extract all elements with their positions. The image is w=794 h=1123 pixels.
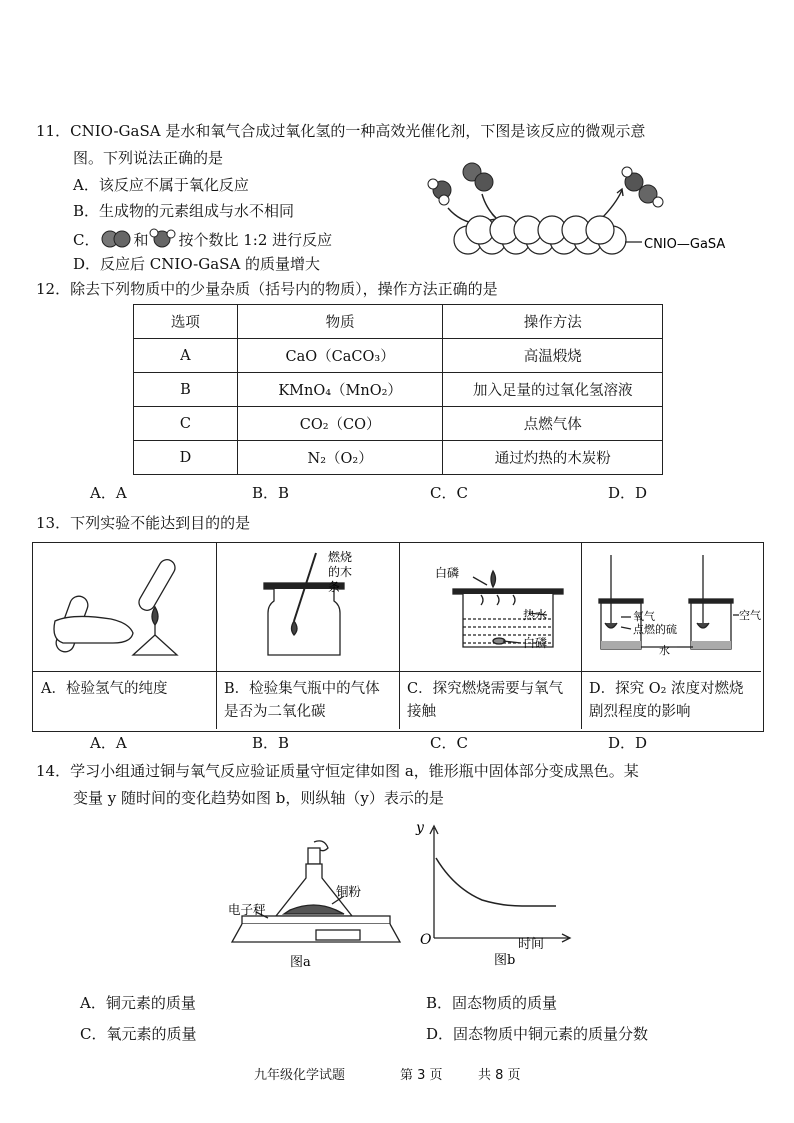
figure-a-caption: 图a [290,955,311,970]
flame-icon [152,607,158,625]
table-header: 操作方法 [443,305,663,339]
table-header-row [134,305,663,339]
q12-table [133,304,663,475]
hydrogen-peroxide-molecule-icon [622,167,663,207]
origin-label: O [420,932,432,948]
q13-answer-c: C．C [430,734,468,752]
y-axis-label: y [416,820,424,836]
test-tube-icon [136,557,178,613]
table-row [134,373,663,407]
table-row [134,407,663,441]
q11-option-d: D．反应后 CNIO-GaSA 的质量增大 [73,255,321,273]
oxygen-label: 氧气 [633,610,655,623]
table-row [134,339,663,373]
table-cell: N₂（O₂） [237,441,443,475]
table-cell: 通过灼热的木炭粉 [443,441,663,475]
q12-stem: 12．除去下列物质中的少量杂质（括号内的物质），操作方法正确的是 [36,280,498,298]
q13-answer-d: D．D [608,734,648,752]
footer-subject: 九年级化学试题 [254,1068,346,1083]
q11-reaction-diagram [420,160,760,270]
white-phosphorus-label: 白磷 [523,636,548,650]
figure-b-caption: 图b [494,953,516,968]
q11-option-c [73,227,332,251]
q11-option-c-and: 和 [133,231,149,249]
gas-bottle-icon [268,589,340,655]
copper-powder-label: 铜粉 [336,884,362,899]
x-axis-label: 时间 [518,937,545,952]
water-molecule-icon [428,179,451,205]
q13-stem: 13．下列实验不能达到目的的是 [36,514,251,532]
footer-total: 共 8 页 [478,1068,521,1083]
white-phosphorus-label: 白磷 [435,566,460,580]
q11-option-a: A．该反应不属于氧化反应 [73,176,249,194]
burning-stick-label: 燃烧 [328,550,353,564]
q13-caption-c: C．探究燃烧需要与氧气接触 [399,671,581,729]
q13-cell-c [399,543,582,729]
q11-stem-line1: 11．CNIO-GaSA 是水和氧气合成过氧化氢的一种高效光催化剂，下图是该反应的微观示意 [36,122,646,140]
table-cell: D [134,441,238,475]
q13-answer-a: A．A [90,734,127,752]
q13-caption-d: D．探究 O₂ 浓度对燃烧剧烈程度的影响 [581,671,761,729]
table-row [134,441,663,475]
oxygen-molecule-icon [99,229,133,249]
q12-answer-b: B．B [252,484,290,502]
air-label: 空气 [739,609,761,622]
table-cell: C [134,407,238,441]
q13-caption-a: A．检验氢气的纯度 [33,671,216,729]
q12-answer-a: A．A [90,484,127,502]
catalyst-surface [454,216,626,254]
oxygen-molecule-icon [463,163,493,191]
q14-option-b: B．固态物质的质量 [426,994,558,1012]
q13-cell-a [33,543,217,729]
q14-option-c: C．氧元素的质量 [80,1025,197,1043]
table-cell: CO₂（CO） [237,407,443,441]
q14-stem-line1: 14．学习小组通过铜与氧气反应验证质量守恒定律如图 a，锥形瓶中固体部分变成黑色。某 [36,762,639,780]
electronic-scale-label: 电子秤 [228,902,266,917]
hot-water-label: 热水 [523,608,548,622]
table-cell: A [134,339,238,373]
table-header: 物质 [237,305,443,339]
arrow-icon [600,190,622,220]
q11-option-c-prefix: C． [73,231,100,249]
figure-a-apparatus [228,838,408,978]
footer-page: 第 3 页 [400,1068,443,1083]
gas-bottle-test-figure [216,543,399,671]
catalyst-label: CNIO—GaSA [644,237,726,252]
q13-cell-b [216,543,400,729]
water-label: 水 [659,644,670,657]
burning-sulfur-label: 点燃的硫 [633,623,677,636]
q14-option-d: D．固态物质中铜元素的质量分数 [426,1025,649,1043]
table-header: 选项 [134,305,238,339]
q12-answer-d: D．D [608,484,648,502]
burning-stick-label: 条 [328,580,341,594]
scale-platform-icon [242,916,390,924]
q13-cell-d [581,543,761,729]
water-molecule-icon [149,227,179,249]
q13-experiment-table [32,542,764,732]
table-cell: B [134,373,238,407]
combustion-condition-figure [399,543,581,671]
scale-display-icon [316,930,360,940]
table-cell: 加入足量的过氧化氢溶液 [443,373,663,407]
table-cell: CaO（CaCO₃） [237,339,443,373]
table-cell: 高温煅烧 [443,339,663,373]
q13-caption-b: B．检验集气瓶中的气体是否为二氧化碳 [216,671,399,729]
trend-curve [436,858,556,906]
q11-option-b: B．生成物的元素组成与水不相同 [73,202,295,220]
flame-icon [491,571,496,587]
q11-stem-line2: 图。下列说法正确的是 [73,149,224,167]
q13-answer-b: B．B [252,734,290,752]
q14-option-a: A．铜元素的质量 [80,994,196,1012]
q12-answer-c: C．C [430,484,468,502]
hydrogen-purity-test-figure [33,543,216,671]
arrow-icon [482,194,496,218]
table-cell: 点燃气体 [443,407,663,441]
burning-stick-label: 的木 [328,565,353,579]
copper-sheet-icon [453,589,563,594]
stopper-icon [308,848,320,864]
q11-option-c-suffix: 按个数比 1:2 进行反应 [178,231,333,249]
figure-b-graph [410,818,580,968]
alcohol-lamp-icon [133,635,177,655]
table-cell: KMnO₄（MnO₂） [237,373,443,407]
hand-icon [54,616,133,643]
oxygen-concentration-figure [581,543,761,671]
q14-stem-line2: 变量 y 随时间的变化趋势如图 b，则纵轴（y）表示的是 [73,789,444,807]
